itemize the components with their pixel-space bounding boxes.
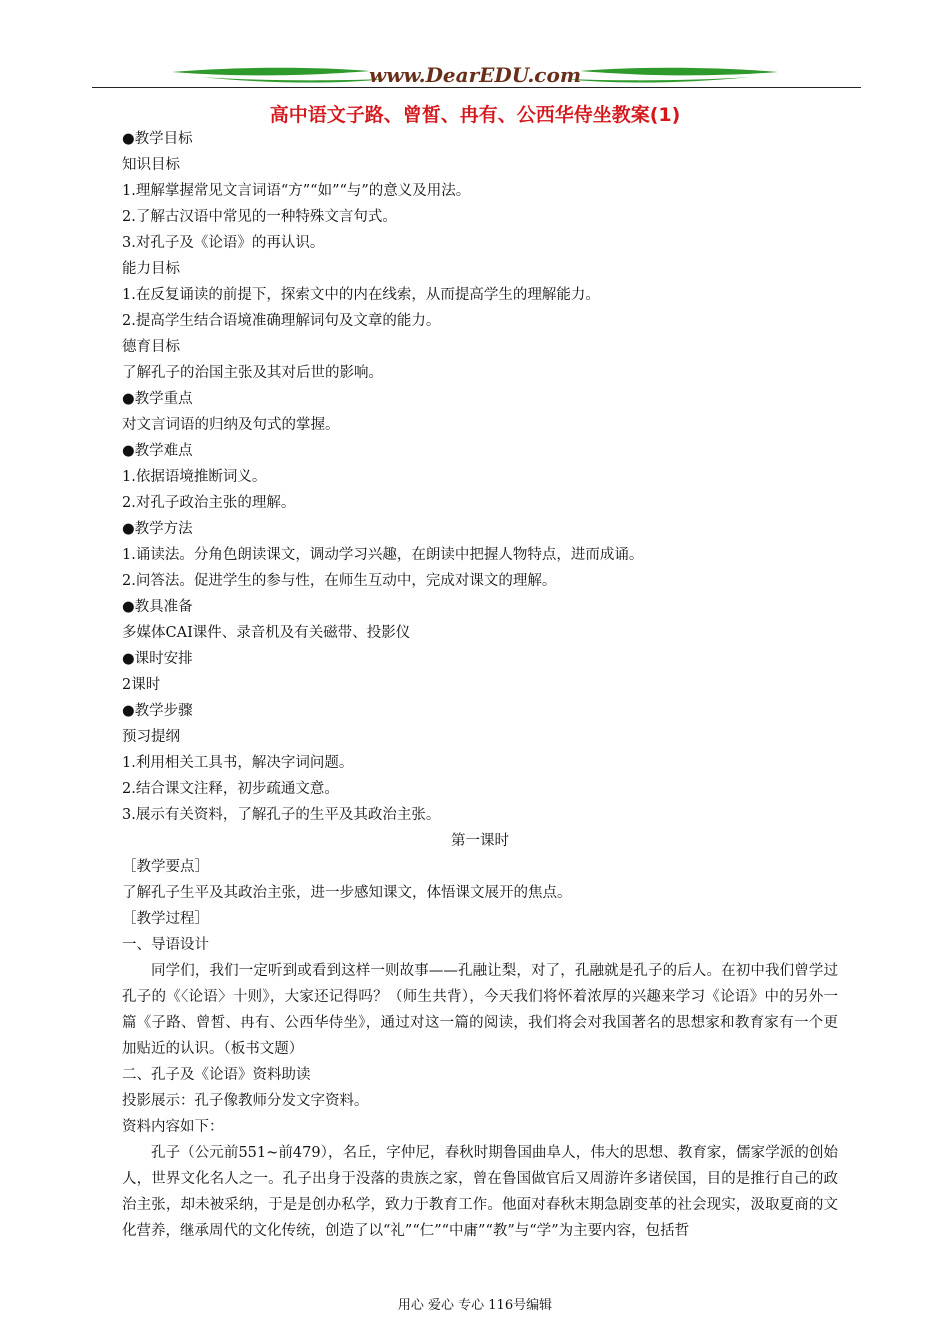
text-line: ●教学难点 (122, 443, 193, 459)
text-line: 2.提高学生结合语境准确理解词句及文章的能力。 (122, 313, 441, 329)
text-line: 知识目标 (122, 157, 180, 173)
text-line: ●教学步骤 (122, 703, 193, 719)
text-line: 1.在反复诵读的前提下，探索文中的内在线索，从而提高学生的理解能力。 (122, 287, 600, 303)
text-line: 2.了解古汉语中常见的一种特殊文言句式。 (122, 209, 397, 225)
banner-swoosh-left (172, 68, 370, 76)
text-line: ●课时安排 (122, 651, 193, 667)
text-line: ●教学目标 (122, 131, 193, 147)
paragraph-confucius: 孔子（公元前551~前479），名丘，字仲尼，春秋时期鲁国曲阜人，伟大的思想、教育家，儒家学派的创始人，世界文化名人之一。孔子出身于没落的贵族之家，曾在鲁国做官后又周游许多诸侯国，目的是推行自己的政治主张，却未被采纳，于是是创办私学，致力于教育工作。他面对春秋末期急剧变革的社会现实，汲取夏商的文化营养，继承周代的文化传统，创造了以“礼”“仁”“中庸”“教”与“学”为主要内容，包括哲 (122, 1145, 838, 1239)
document-title: 高中语文子路、曾皙、冉有、公西华侍坐教案(1) (269, 104, 681, 126)
text-line: 3.对孔子及《论语》的再认识。 (122, 235, 325, 251)
text-line: 2.结合课文注释，初步疏通文意。 (122, 781, 339, 797)
text-line: 一、导语设计 (122, 937, 209, 953)
lines-block-3 (122, 1062, 838, 1140)
text-line: 2.问答法。促进学生的参与性，在师生互动中，完成对课文的理解。 (122, 573, 557, 589)
text-line: 资料内容如下： (122, 1119, 224, 1135)
text-line: 德育目标 (122, 339, 180, 355)
text-line: 投影展示：孔子像教师分发文字资料。 (122, 1093, 369, 1109)
text-line: 多媒体CAI课件、录音机及有关磁带、投影仪 (122, 625, 411, 641)
text-line: ●教具准备 (122, 599, 193, 615)
site-name: www.DearEDU.com (368, 63, 582, 87)
site-banner (170, 62, 780, 88)
text-line: ●教学方法 (122, 521, 193, 537)
text-line: 预习提纲 (122, 729, 180, 745)
banner-swoosh-left-lower (200, 77, 385, 83)
text-line: 3.展示有关资料，了解孔子的生平及其政治主张。 (122, 807, 441, 823)
text-line: 能力目标 (122, 261, 180, 277)
text-line: 1.依据语境推断词义。 (122, 469, 267, 485)
text-line: 了解孔子的治国主张及其对后世的影响。 (122, 365, 383, 381)
text-line: 2.对孔子政治主张的理解。 (122, 495, 296, 511)
lines-block-1 (122, 126, 838, 828)
text-line: ［教学要点］ (122, 859, 209, 875)
text-line: 二、孔子及《论语》资料助读 (122, 1067, 311, 1083)
text-line: 1.理解掌握常见文言词语“方”“如”“与”的意义及用法。 (122, 183, 471, 199)
text-line: 了解孔子生平及其政治主张，进一步感知课文，体悟课文展开的焦点。 (122, 885, 572, 901)
lines-block-2 (122, 854, 838, 958)
text-line: ●教学重点 (122, 391, 193, 407)
banner-swoosh-right (580, 68, 778, 76)
page-footer: 用心 爱心 专心 116号编辑 (397, 1298, 553, 1313)
text-line: ［教学过程］ (122, 911, 209, 927)
text-line: 2课时 (122, 677, 161, 693)
paragraph-intro: 同学们，我们一定听到或看到这样一则故事——孔融让梨，对了，孔融就是孔子的后人。在初中我们曾学过孔子的《〈论语〉十则》，大家还记得吗？（师生共背），今天我们将怀着浓厚的兴趣来学习《论语》中的另外一篇《子路、曾皙、冉有、公西华侍坐》，通过对这一篇的阅读，我们将会对我国著名的思想家和教育家有一个更加贴近的认识。（板书文题） (122, 963, 838, 1057)
text-line: 1.利用相关工具书，解决字词问题。 (122, 755, 354, 771)
text-line: 对文言词语的归纳及句式的掌握。 (122, 417, 340, 433)
text-line: 1.诵读法。分角色朗读课文，调动学习兴趣，在朗读中把握人物特点，进而成诵。 (122, 547, 644, 563)
document-body (122, 126, 838, 1244)
section-heading: 第一课时 (451, 833, 509, 849)
banner-swoosh-right-lower (565, 77, 750, 83)
